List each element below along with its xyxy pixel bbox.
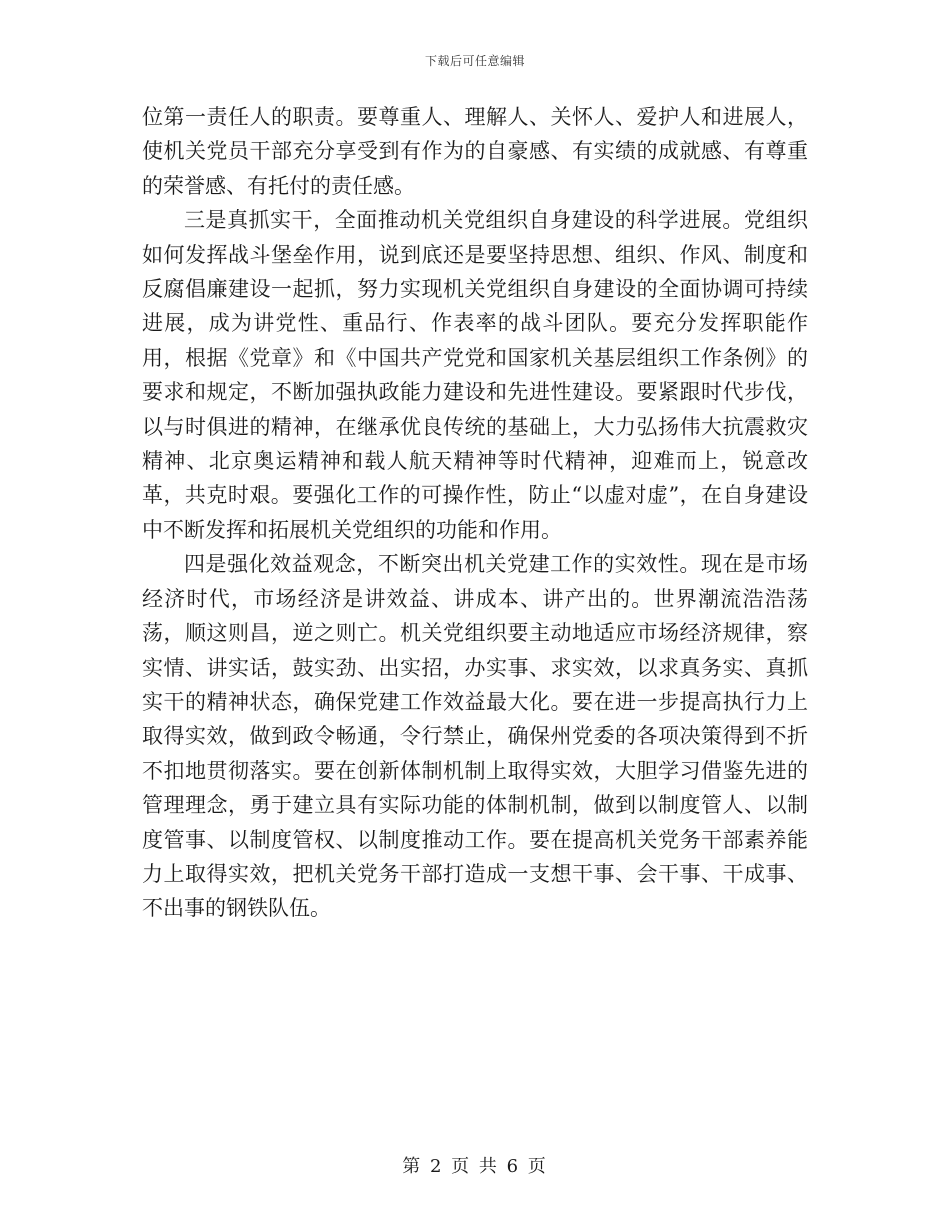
page-header: 下载后可任意编辑 — [424, 54, 525, 68]
page-number-footer: 第 2 页 共 6 页 — [402, 1156, 548, 1177]
paragraph-continued: 位第一责任人的职责。要尊重人、理解人、关怀人、爱护人和进展人，使机关党员干部充分享受到有作为的自豪感、有实绩的成就感、有尊重的荣誉感、有托付的责任感。 — [142, 105, 808, 198]
paragraph-four: 四是强化效益观念，不断突出机关党建工作的实效性。现在是市场经济时代，市场经济是讲效益、讲成本、讲产出的。世界潮流浩浩荡荡，顺这则昌，逆之则亡。机关党组织要主动地适应市场经济规律，察实情、讲实话，鼓实劲、出实招，办实事、求实效，以求真务实、真抓实干的精神状态，确保党建工作效益最大化。要在进一步提高执行力上取得实效，做到政令畅通，令行禁止，确保州党委的各项决策得到不折不扣地贯彻落实。要在创新体制机制上取得实效，大胆学习借鉴先进的管理理念，勇于建立具有实际功能的体制机制，做到以制度管人、以制度管事、以制度管权、以制度推动工作。要在提高机关党务干部素养能力上取得实效，把机关党务干部打造成一支想干事、会干事、干成事、不出事的钢铁队伍。 — [142, 552, 808, 921]
paragraph-three: 三是真抓实干，全面推动机关党组织自身建设的科学进展。党组织如何发挥战斗堡垒作用，说到底还是要坚持思想、组织、作风、制度和反腐倡廉建设一起抓，努力实现机关党组织自身建设的全面协调可持续进展，成为讲党性、重品行、作表率的战斗团队。要充分发挥职能作用，根据《党章》和《中国共产党党和国家机关基层组织工作条例》的要求和规定，不断加强执政能力建设和先进性建设。要紧跟时代步伐，以与时俱进的精神，在继承优良传统的基础上，大力弘扬伟大抗震救灾精神、北京奥运精神和载人航天精神等时代精神，迎难而上，锐意改革，共克时艰。要强化工作的可操作性，防止“以虚对虚”，在自身建设中不断发挥和拓展机关党组织的功能和作用。 — [142, 208, 808, 542]
document-body — [142, 100, 808, 926]
